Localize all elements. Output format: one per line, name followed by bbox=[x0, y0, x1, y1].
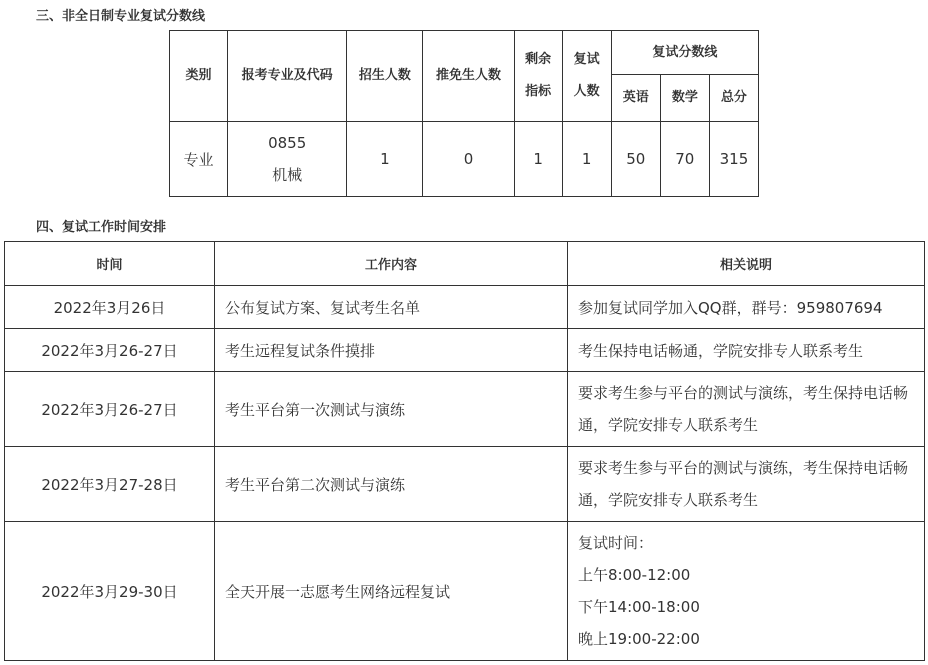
cell-category: 专业 bbox=[170, 122, 228, 197]
cell-math: 70 bbox=[660, 122, 709, 197]
header-retest-line1: 复试 bbox=[573, 52, 600, 67]
schedule-table bbox=[4, 241, 925, 661]
cell-time: 2022年3月26-27日 bbox=[5, 329, 215, 372]
cell-note bbox=[568, 522, 925, 661]
note-line: 上午8:00-12:00 bbox=[578, 566, 691, 584]
cell-note: 考生保持电话畅通，学院安排专人联系考生 bbox=[568, 329, 925, 372]
cell-remaining: 1 bbox=[514, 122, 562, 197]
header-time: 时间 bbox=[5, 242, 215, 286]
header-total: 总分 bbox=[709, 75, 758, 122]
cell-enroll: 1 bbox=[347, 122, 423, 197]
header-math: 数学 bbox=[660, 75, 709, 122]
cell-content: 公布复试方案、复试考生名单 bbox=[215, 286, 568, 329]
table-row bbox=[5, 447, 925, 522]
cell-major-code: 0855 bbox=[268, 134, 307, 152]
table-row bbox=[5, 329, 925, 372]
cell-note: 参加复试同学加入QQ群，群号：959807694 bbox=[568, 286, 925, 329]
header-remaining-line1: 剩余 bbox=[525, 52, 552, 67]
table-row bbox=[5, 522, 925, 661]
header-category: 类别 bbox=[170, 31, 228, 122]
section3-heading: 三、非全日制专业复试分数线 bbox=[36, 9, 206, 24]
cell-time: 2022年3月26日 bbox=[5, 286, 215, 329]
cell-time: 2022年3月29-30日 bbox=[5, 522, 215, 661]
cell-time: 2022年3月26-27日 bbox=[5, 372, 215, 447]
header-retest bbox=[562, 31, 611, 122]
header-enroll: 招生人数 bbox=[347, 31, 423, 122]
retest-score-table bbox=[169, 30, 759, 197]
note-line: 复试时间： bbox=[578, 534, 654, 552]
header-retest-line2: 人数 bbox=[573, 84, 600, 99]
cell-note: 要求考生参与平台的测试与演练，考生保持电话畅通，学院安排专人联系考生 bbox=[568, 447, 925, 522]
cell-content: 考生远程复试条件摸排 bbox=[215, 329, 568, 372]
note-line: 下午14:00-18:00 bbox=[578, 598, 700, 616]
cell-english: 50 bbox=[611, 122, 660, 197]
cell-content: 考生平台第一次测试与演练 bbox=[215, 372, 568, 447]
cell-time: 2022年3月27-28日 bbox=[5, 447, 215, 522]
cell-major bbox=[228, 122, 347, 197]
header-english: 英语 bbox=[611, 75, 660, 122]
section4-heading: 四、复试工作时间安排 bbox=[36, 220, 167, 235]
header-score-line: 复试分数线 bbox=[611, 31, 758, 75]
table-row bbox=[5, 372, 925, 447]
header-note: 相关说明 bbox=[568, 242, 925, 286]
cell-major-name: 机械 bbox=[272, 166, 303, 184]
table-row bbox=[5, 286, 925, 329]
note-line: 晚上19:00-22:00 bbox=[578, 630, 700, 648]
header-remaining bbox=[514, 31, 562, 122]
header-major: 报考专业及代码 bbox=[228, 31, 347, 122]
header-content: 工作内容 bbox=[215, 242, 568, 286]
cell-content: 全天开展一志愿考生网络远程复试 bbox=[215, 522, 568, 661]
header-exempt: 推免生人数 bbox=[423, 31, 514, 122]
table-row bbox=[170, 122, 759, 197]
cell-retest: 1 bbox=[562, 122, 611, 197]
cell-note: 要求考生参与平台的测试与演练，考生保持电话畅通，学院安排专人联系考生 bbox=[568, 372, 925, 447]
header-remaining-line2: 指标 bbox=[525, 84, 552, 99]
cell-content: 考生平台第二次测试与演练 bbox=[215, 447, 568, 522]
cell-exempt: 0 bbox=[423, 122, 514, 197]
cell-total: 315 bbox=[709, 122, 758, 197]
